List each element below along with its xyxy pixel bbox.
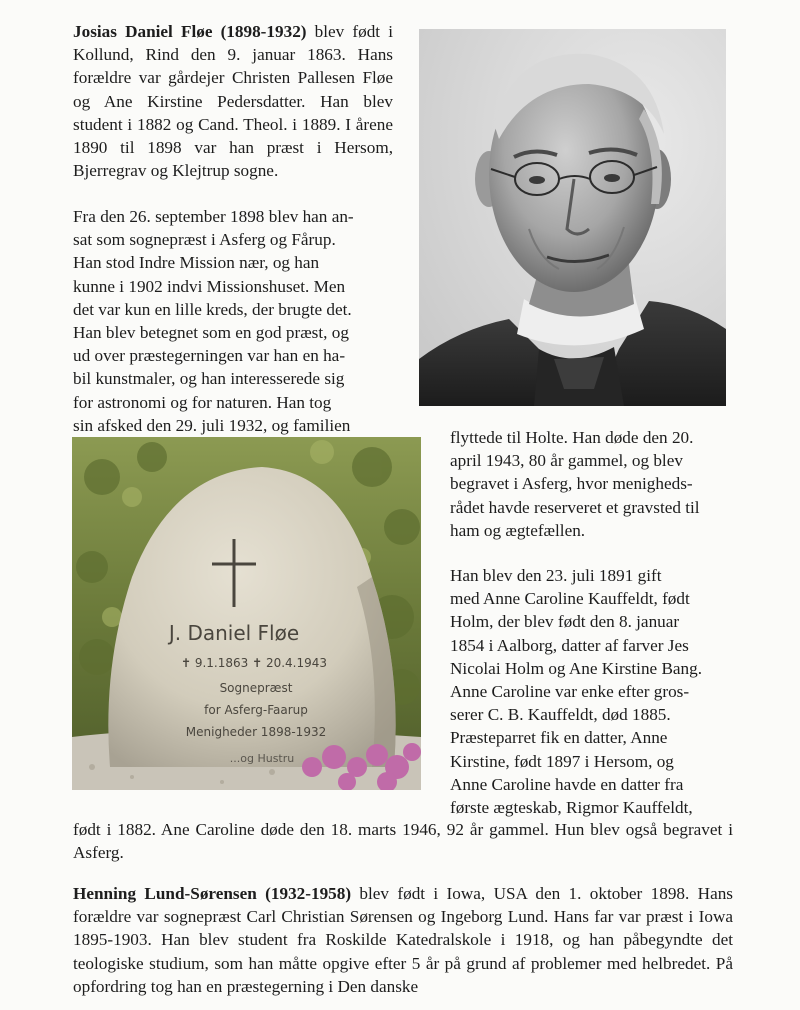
portrait-photo (419, 29, 726, 406)
gravestone-photo (72, 437, 421, 790)
text-line: Han blev den 23. juli 1891 gift (450, 566, 662, 585)
text-line: begravet i Asferg, hvor menigheds- (450, 474, 693, 494)
text-line: sat som sognepræst i Asferg og Fårup. (73, 230, 336, 250)
text-line: Præsteparret fik en datter, Anne (450, 728, 668, 748)
text-line: flyttede til Holte. Han døde den 20. (450, 428, 694, 447)
text-line: født i 1882. Ane Caroline døde den 18. marts 1946, 92 år gammel. Hun blev også begravet i Asferg. (73, 820, 733, 863)
text-line: med Anne Caroline Kauffeldt, født (450, 589, 690, 609)
bio-paragraph-marriage (450, 564, 740, 819)
name-floe: Josias Daniel Fløe (1898-1932) (73, 22, 307, 41)
text-line: Anne Caroline havde en datter fra (450, 774, 684, 794)
text-line: Han blev betegnet som en god præst, og (73, 323, 349, 343)
text-line: kunne i 1902 indvi Missionshuset. Men (73, 276, 346, 296)
text-line: rådet havde reserveret et gravsted til (450, 497, 700, 517)
text-line: Nicolai Holm og Ane Kirstine Bang. (450, 658, 703, 678)
text-line: Holm, der blev født den 8. januar (450, 612, 680, 632)
bio-paragraph-lund-sorensen (73, 882, 733, 998)
bio-text-lund-sorensen: blev født i Iowa, USA den 1. oktober 1898. Hans forældre var sognepræst Carl Christian Sørensen og Ingeborg Lund. Hans far var præst i Iowa 1895-1903. Han blev student fra Roskilde Katedralskole i 1918, og han påbegyndte det teologiske studium, som han måtte opgive efter 5 år på grund af problemer med helbredet. På opfordring tog han en præstegerning i Den danske (73, 884, 733, 996)
gravestone-dates: ✝ 9.1.1863 ✝ 20.4.1943 (180, 656, 328, 670)
text-line: Kirstine, født 1897 i Hersom, og (450, 751, 674, 771)
gravestone-name: J. Daniel Fløe (168, 621, 300, 645)
gravestone-years: Menigheder 1898-1932 (185, 725, 327, 739)
text-line: første ægteskab, Rigmor Kauffeldt, (450, 798, 693, 818)
text-line: ud over præstegerningen var han en ha- (73, 346, 346, 366)
bio-paragraph-floe (73, 20, 393, 182)
text-line: Anne Caroline var enke efter gros- (450, 682, 690, 702)
text-line: bil kunstmaler, og han interesserede sig (73, 369, 345, 389)
bio-paragraph-ministry (73, 205, 393, 437)
text-line: 1854 i Aalborg, datter af farver Jes (450, 635, 689, 655)
text-line: det var kun en lille kreds, der brugte det. (73, 299, 352, 319)
bio-paragraph-ministry-continued (450, 426, 740, 542)
name-lund-sorensen: Henning Lund-Sørensen (1932-1958) (73, 884, 352, 903)
text-line: for astronomi og for naturen. Han tog (73, 392, 332, 412)
bio-text-floe: blev født i Kollund, Rind den 9. januar 1863. Hans forældre var gårdejer Christen Pallesen Fløe og Ane Kirstine Pedersdatter. Han blev student i 1882 og Cand. Theol. i 1889. I årene 1890 til 1898 var han præst i Hersom, Bjerregrav og Klejtrup sogne. (73, 22, 393, 181)
gravestone-parish: for Asferg-Faarup (204, 703, 308, 717)
bio-paragraph-marriage-end (73, 818, 733, 864)
text-line: april 1943, 80 år gammel, og blev (450, 451, 683, 471)
text-line: serer C. B. Kauffeldt, død 1885. (450, 705, 671, 725)
text-line: sin afsked den 29. juli 1932, og familien (73, 415, 351, 435)
text-line: Han stod Indre Mission nær, og han (73, 253, 320, 273)
text-line: ham og ægtefællen. (450, 520, 586, 540)
gravestone-title: Sognepræst (219, 681, 293, 695)
gravestone-spouse: ...og Hustru (229, 752, 295, 765)
text-line: Fra den 26. september 1898 blev han an- (73, 207, 354, 226)
